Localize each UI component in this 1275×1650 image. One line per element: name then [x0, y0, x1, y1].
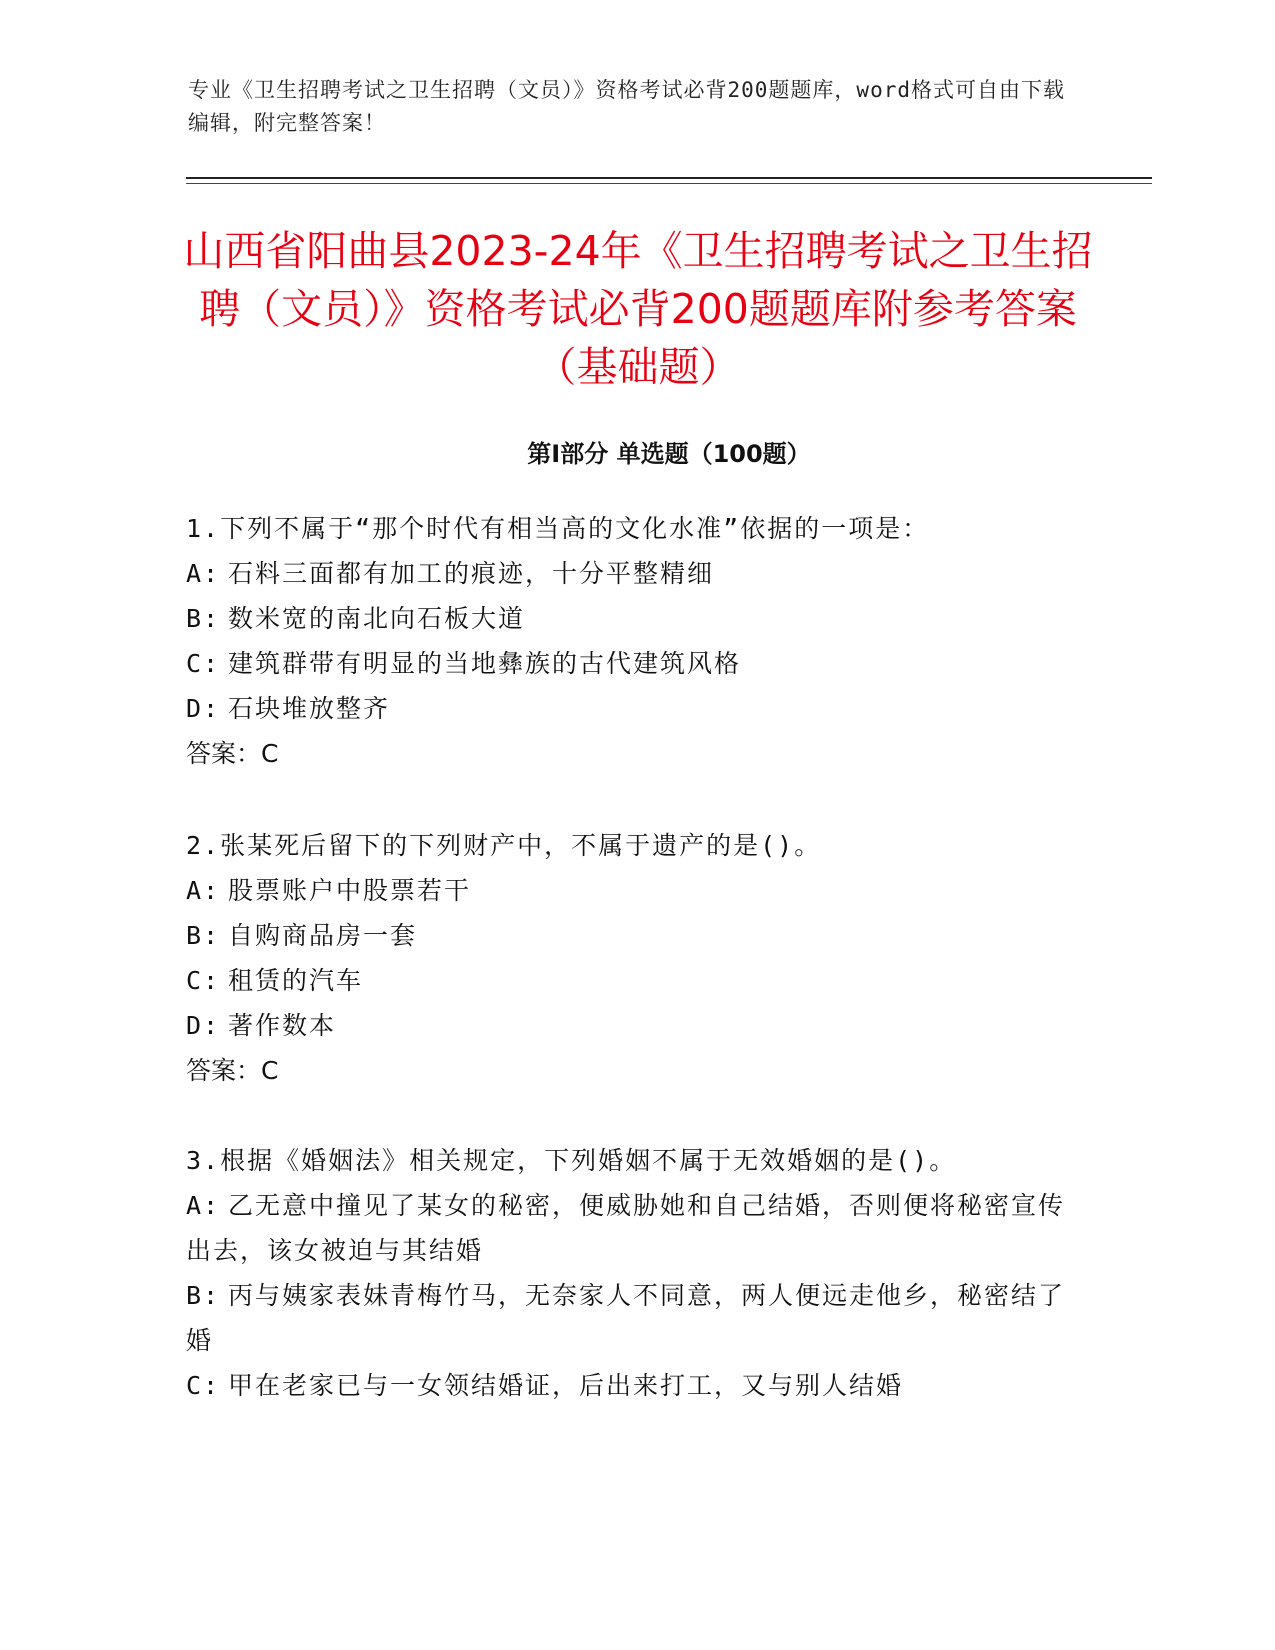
question-stem: 2.张某死后留下的下列财产中，不属于遗产的是()。 [186, 831, 822, 860]
option-key: B: [186, 1281, 221, 1310]
option-text: 乙无意中撞见了某女的秘密，便威胁她和自己结婚，否则便将秘密宣传出去，该女被迫与其结婚 [186, 1191, 1066, 1265]
header-divider-thick [186, 177, 1152, 179]
option-b [186, 596, 1086, 641]
option-c [186, 958, 1086, 1003]
option-key: C: [186, 1371, 221, 1400]
option-text: 甲在老家已与一女领结婚证，后出来打工，又与别人结婚 [228, 1371, 904, 1400]
header-divider-thin [186, 183, 1152, 184]
option-text: 丙与姨家表妹青梅竹马，无奈家人不同意，两人便远走他乡，秘密结了婚 [186, 1281, 1066, 1355]
option-text: 石料三面都有加工的痕迹，十分平整精细 [228, 559, 715, 588]
option-key: B: [186, 604, 221, 633]
option-a [186, 1183, 1066, 1273]
option-b [186, 913, 1086, 958]
option-text: 自购商品房一套 [228, 921, 418, 950]
option-key: C: [186, 649, 221, 678]
option-b [186, 1273, 1066, 1363]
question-1 [186, 506, 1086, 776]
header-note: 专业《卫生招聘考试之卫生招聘（文员）》资格考试必背200题题库，word格式可自由下载编辑，附完整答案！ [188, 78, 1065, 135]
option-text: 著作数本 [228, 1011, 337, 1040]
document-title: 山西省阳曲县2023-24年《卫生招聘考试之卫生招聘（文员）》资格考试必背200题题库附参考答案（基础题） [183, 227, 1093, 391]
question-stem: 1.下列不属于“那个时代有相当高的文化水准”依据的一项是： [186, 514, 930, 543]
option-text: 建筑群带有明显的当地彝族的古代建筑风格 [228, 649, 742, 678]
option-key: C: [186, 966, 221, 995]
option-c [186, 641, 1086, 686]
answer-line: 答案：C [186, 1056, 279, 1085]
option-key: D: [186, 694, 221, 723]
option-text: 石块堆放整齐 [228, 694, 391, 723]
option-text: 股票账户中股票若干 [228, 876, 472, 905]
option-a [186, 551, 1086, 596]
option-d [186, 686, 1086, 731]
question-3 [186, 1138, 1086, 1408]
answer-line: 答案：C [186, 739, 279, 768]
option-d [186, 1003, 1086, 1048]
option-key: D: [186, 1011, 221, 1040]
option-key: A: [186, 876, 221, 905]
section-title: 第Ⅰ部分 单选题（100题） [527, 440, 811, 468]
option-key: A: [186, 559, 221, 588]
question-stem: 3.根据《婚姻法》相关规定，下列婚姻不属于无效婚姻的是()。 [186, 1146, 957, 1175]
option-key: A: [186, 1191, 221, 1220]
option-text: 数米宽的南北向石板大道 [228, 604, 526, 633]
option-c [186, 1363, 1086, 1408]
option-key: B: [186, 921, 221, 950]
option-text: 租赁的汽车 [228, 966, 364, 995]
option-a [186, 868, 1086, 913]
question-2 [186, 823, 1086, 1093]
